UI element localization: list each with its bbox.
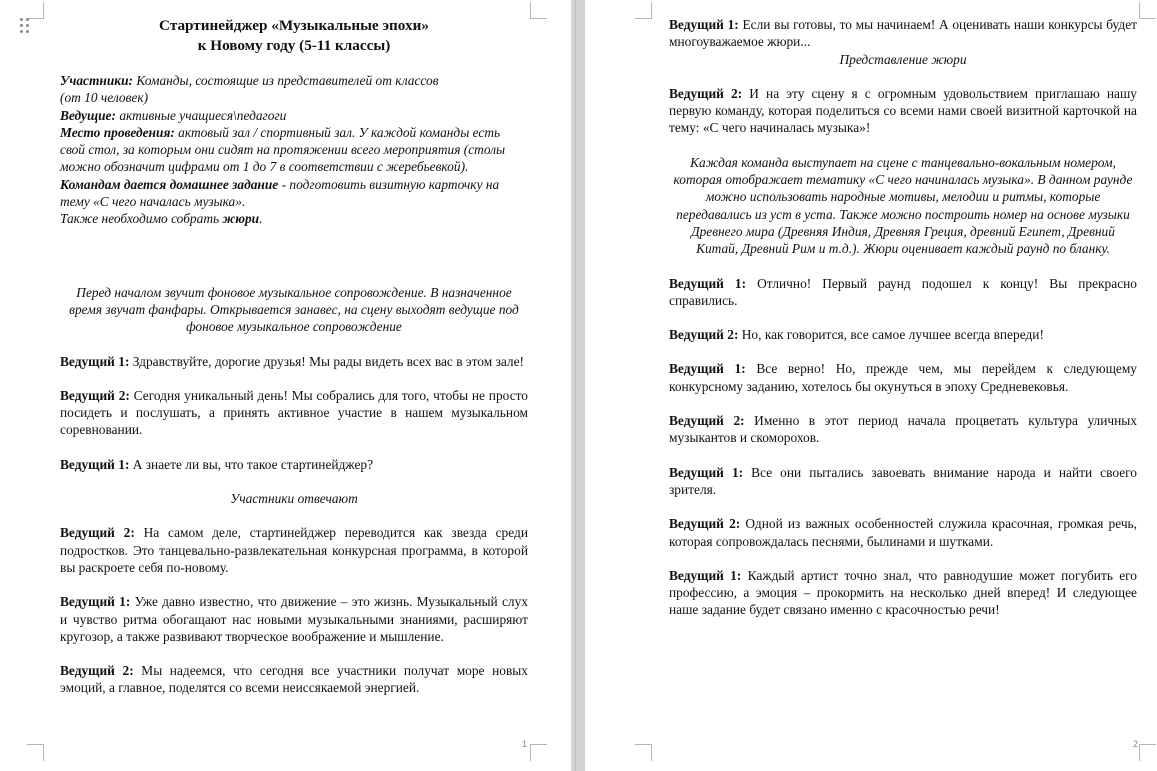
- speaker-label: Ведущий 2:: [60, 663, 134, 679]
- crop-mark: [1139, 2, 1156, 19]
- jury-text-c: .: [259, 211, 263, 227]
- blank-space: [60, 228, 528, 284]
- hosts-info: [60, 107, 528, 124]
- dialogue-paragraph: [669, 16, 1137, 68]
- speaker-label: Ведущий 2:: [60, 525, 135, 541]
- place-label: Место проведения:: [60, 124, 175, 140]
- speaker-label: Ведущий 1:: [669, 567, 742, 583]
- page-1-text[interactable]: [60, 16, 528, 714]
- participants-text: Команды, состоящие из представителей от классов: [132, 73, 439, 88]
- dialogue-paragraph: [669, 412, 1137, 447]
- speaker-label: Ведущий 1:: [60, 456, 130, 472]
- dialogue-text: Все верно! Но, прежде чем, мы перейдем к следующему конкурсному заданию, хотелось бы окунуться в эпоху Средневековья.: [669, 361, 1137, 394]
- homework-text: - подготовить визитную карточку на тему «С чего началась музыка».: [60, 176, 500, 210]
- dialogue-paragraph: [60, 524, 528, 576]
- speaker-label: Ведущий 2:: [669, 85, 743, 101]
- dialogue-text: А знаете ли вы, что такое стартинейджер?: [129, 456, 374, 472]
- dialogue-text: Именно в этот период начала процветать культура уличных музыкантов и скоморохов.: [669, 413, 1138, 446]
- dialogue-paragraph: [669, 275, 1137, 310]
- title-line-2: к Новому году (5-11 классы): [197, 37, 391, 54]
- dialogue-text: Все они пытались завоевать внимание народа и найти своего зрителя.: [669, 464, 1137, 497]
- homework-info: [60, 176, 528, 211]
- speaker-label: Ведущий 1:: [669, 464, 744, 480]
- stage-direction: Участники отвечают: [230, 491, 358, 507]
- dialogue-text: Мы надеемся, что сегодня все участники получат море новых эмоций, а главное, поделятся со всеми неиссякаемой энергией.: [60, 663, 528, 696]
- stage-direction: Перед началом звучит фоновое музыкальное сопровождение. В назначенное время звучат фанфары. Открывается занавес, на сцену выходят ведущие под фоновое музыкальное сопровождение: [69, 284, 519, 335]
- dialogue-paragraph: [60, 353, 528, 370]
- speaker-label: Ведущий 2:: [60, 387, 130, 403]
- dialogue-paragraph: [669, 326, 1137, 343]
- hosts-text: активные учащиеся\педагоги: [115, 107, 287, 123]
- hosts-label: Ведущие:: [60, 107, 116, 123]
- stage-direction: Представление жюри: [839, 51, 967, 67]
- place-info: [60, 124, 528, 176]
- jury-info: [60, 210, 528, 227]
- dialogue-text: И на эту сцену я с огромным удовольствием приглашаю нашу первую команду, которая поделиться со всеми нами своей визитной карточкой на тему: «С чего начиналась музыка»!: [669, 85, 1138, 136]
- crop-mark: [530, 744, 547, 761]
- place-text: актовый зал / спортивный зал. У каждой команды есть свой стол, за которым они сидят на протяжении всего мероприятия (столы можно обозначит цифрами от 1 до 7 в соответствии с жеребьевкой).: [60, 124, 506, 175]
- crop-mark: [635, 744, 652, 761]
- speaker-label: Ведущий 2:: [669, 516, 741, 532]
- page-gutter: [571, 0, 585, 771]
- page-number: 1: [522, 739, 528, 749]
- title-line-1: Стартинейджер «Музыкальные эпохи»: [159, 17, 429, 34]
- document-page-1: [0, 0, 571, 771]
- drag-handle-icon[interactable]: [20, 18, 32, 36]
- crop-mark: [635, 2, 652, 19]
- dialogue-text: Каждый артист точно знал, что равнодушие может погубить его профессию, а эмоция – прокормить на несколько дней вперед! И следующее наше задание будет связано именно с красочностью речи!: [669, 567, 1138, 618]
- dialogue-text: Одной из важных особенностей служила красочная, громкая речь, которая сопровождалась песнями, былинами и шутками.: [669, 516, 1138, 549]
- dialogue-text: Но, как говорится, все самое лучшее всегда впереди!: [738, 327, 1044, 343]
- dialogue-text: Сегодня уникальный день! Мы собрались для того, чтобы не просто посидеть и послушать, а принять активное участие в нашем музыкальном соревновании.: [60, 387, 529, 438]
- jury-text-a: Также необходимо собрать: [60, 211, 223, 227]
- dialogue-text: На самом деле, стартинейджер переводится как звезда среди подростков. Это танцевально-развлекательная конкурсная программа, в которой вы раскроете себя по-новому.: [60, 525, 529, 575]
- stage-direction: Каждая команда выступает на сцене с танцевально-вокальным номером, которая отображает тематику «С чего начиналась музыка». В данном раунде можно использовать народные мотивы, мелодии и ритмы, которые передавались из уст в уста. Также можно построить номер на основе музыки Древнего мира (Древняя Индия, Древняя Греция, древний Египет, Древний Китай, Древний Рим и т.д.). Жюри оценивает каждый раунд по бланку.: [673, 154, 1133, 257]
- document-title: [60, 16, 528, 56]
- dialogue-paragraph: [669, 515, 1137, 550]
- dialogue-text: Здравствуйте, дорогие друзья! Мы рады видеть всех вас в этом зале!: [129, 353, 525, 369]
- dialogue-paragraph: [60, 387, 528, 439]
- dialogue-paragraph: [669, 464, 1137, 499]
- dialogue-paragraph: [60, 662, 528, 697]
- speaker-label: Ведущий 1:: [60, 353, 130, 369]
- speaker-label: Ведущий 2:: [669, 327, 739, 343]
- page-number: 2: [1133, 739, 1139, 749]
- speaker-label: Ведущий 2:: [669, 413, 745, 429]
- dialogue-text: Если вы готовы, то мы начинаем! А оценивать наши конкурсы будет многоуважаемое жюри...: [669, 17, 1137, 50]
- dialogue-paragraph: [669, 360, 1137, 395]
- homework-label: Командам дается домашнее задание: [60, 176, 279, 192]
- speaker-label: Ведущий 1:: [669, 275, 747, 291]
- speaker-label: Ведущий 1:: [60, 594, 131, 610]
- jury-text-b: жюри: [222, 211, 260, 227]
- speaker-label: Ведущий 1:: [669, 17, 739, 32]
- dialogue-text: Отлично! Первый раунд подошел к концу! Вы прекрасно справились.: [669, 275, 1137, 308]
- dialogue-text: Уже давно известно, что движение – это жизнь. Музыкальный слух и чувство ритма обогащают нас новыми музыкальными знаниями, расширяют кругозор, а также развивают творческое воображение и мышление.: [60, 594, 528, 644]
- crop-mark: [27, 744, 44, 761]
- speaker-label: Ведущий 1:: [669, 361, 746, 377]
- crop-mark: [1139, 744, 1156, 761]
- crop-mark: [530, 2, 547, 19]
- dialogue-paragraph: [669, 567, 1137, 619]
- dialogue-paragraph: [60, 456, 528, 473]
- page-2-text[interactable]: [669, 16, 1137, 636]
- participants-info: [60, 72, 528, 107]
- dialogue-paragraph: [669, 85, 1137, 137]
- document-page-2: [585, 0, 1157, 771]
- dialogue-paragraph: [60, 593, 528, 645]
- crop-mark: [27, 2, 44, 19]
- participants-label: Участники:: [60, 73, 133, 88]
- participants-text-2: (от 10 человек): [60, 90, 149, 106]
